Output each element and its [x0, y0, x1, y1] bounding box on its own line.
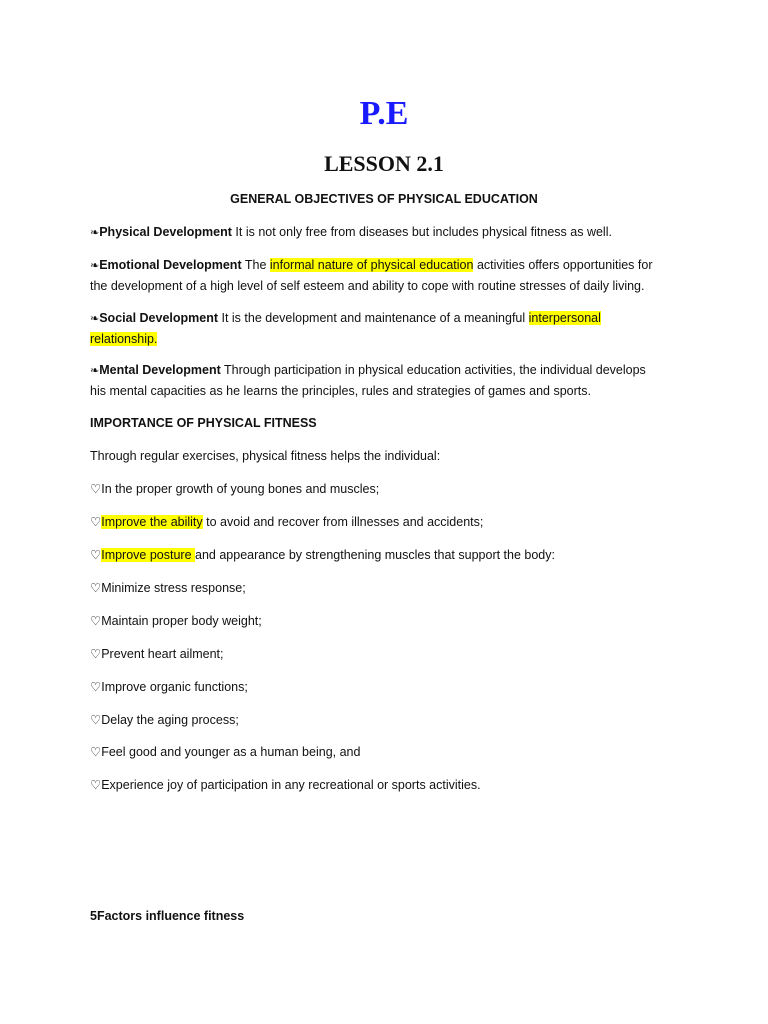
heart-bullet-icon: ♡ — [90, 680, 102, 694]
benefit-item — [90, 546, 690, 566]
benefit-text: Maintain proper body weight; — [101, 614, 262, 628]
objective-marker: ❧ — [90, 365, 100, 377]
objective-text: activities offers opportunities for — [473, 258, 653, 272]
benefit-text: In the proper growth of young bones and muscles; — [101, 482, 380, 496]
heart-bullet-icon: ♡ — [90, 778, 102, 792]
objective-emotional — [90, 256, 690, 296]
benefit-item — [90, 612, 690, 632]
factors-heading: 5Factors influence fitness — [90, 909, 245, 923]
benefit-item — [90, 645, 690, 665]
benefit-item — [90, 711, 690, 731]
objective-marker: ❧ — [90, 260, 100, 272]
heart-bullet-icon: ♡ — [90, 482, 102, 496]
objective-marker: ❧ — [90, 227, 100, 239]
importance-intro: Through regular exercises, physical fitness helps the individual: — [90, 449, 441, 463]
benefit-text: Feel good and younger as a human being, and — [101, 745, 361, 759]
objective-label: Physical Development — [99, 225, 232, 239]
objective-text: It is the development and maintenance of a meaningful — [218, 311, 529, 325]
objectives-heading: GENERAL OBJECTIVES OF PHYSICAL EDUCATION — [230, 192, 538, 206]
benefit-item — [90, 513, 690, 533]
heart-bullet-icon: ♡ — [90, 581, 102, 595]
benefit-text: Improve organic functions; — [101, 680, 248, 694]
benefit-text: and appearance by strengthening muscles that support the body: — [195, 548, 555, 562]
objective-social — [90, 309, 690, 349]
lesson-heading: LESSON 2.1 — [324, 151, 444, 176]
objective-label: Emotional Development — [99, 258, 242, 272]
objective-label: Social Development — [99, 311, 219, 325]
objective-text: The — [241, 258, 270, 272]
highlighted-text: interpersonal — [528, 311, 601, 325]
objective-text: It is not only free from diseases but includes physical fitness as well. — [231, 225, 612, 239]
heart-bullet-icon: ♡ — [90, 647, 102, 661]
heart-bullet-icon: ♡ — [90, 713, 102, 727]
page-title: P.E — [359, 95, 409, 132]
benefit-item — [90, 579, 690, 599]
objective-mental — [90, 361, 690, 401]
benefit-text: Delay the aging process; — [101, 713, 239, 727]
benefit-text: Experience joy of participation in any recreational or sports activities. — [101, 778, 481, 792]
benefit-text: Minimize stress response; — [101, 581, 246, 595]
importance-heading: IMPORTANCE OF PHYSICAL FITNESS — [90, 416, 317, 430]
objective-label: Mental Development — [99, 363, 221, 377]
objective-text-line2: his mental capacities as he learns the principles, rules and strategies of games and sports. — [90, 383, 591, 398]
benefit-item — [90, 480, 690, 500]
benefit-text: Prevent heart ailment; — [101, 647, 224, 661]
benefit-item — [90, 776, 690, 796]
objective-text: Through participation in physical education activities, the individual develops — [220, 363, 646, 377]
heart-bullet-icon: ♡ — [90, 515, 102, 529]
objective-marker: ❧ — [90, 313, 100, 325]
highlighted-text: Improve the ability — [101, 515, 203, 529]
benefit-item — [90, 678, 690, 698]
heart-bullet-icon: ♡ — [90, 745, 102, 759]
heart-bullet-icon: ♡ — [90, 548, 102, 562]
highlighted-text: informal nature of physical education — [269, 258, 474, 272]
benefit-text: to avoid and recover from illnesses and accidents; — [202, 515, 484, 529]
highlighted-text: relationship. — [90, 331, 158, 346]
objective-physical — [90, 223, 690, 244]
benefit-item — [90, 743, 690, 763]
objective-text-line2: the development of a high level of self esteem and ability to cope with routine stresses of daily living. — [90, 278, 645, 293]
heart-bullet-icon: ♡ — [90, 614, 102, 628]
highlighted-text: Improve posture — [101, 548, 196, 562]
